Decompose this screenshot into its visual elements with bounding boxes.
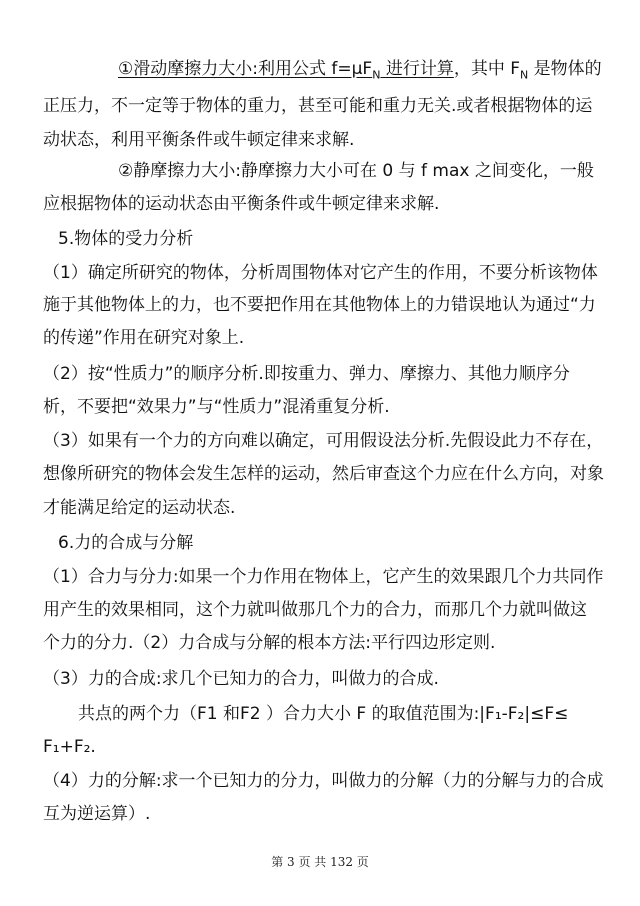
line-5: 应根据物体的运动状态由平衡条件或牛顿定律来求解.: [43, 194, 440, 214]
line-14: 才能满足给定的运动状态.: [43, 498, 236, 518]
line-2: 正压力，不一定等于物体的重力，甚至可能和重力无关.或者根据物体的运: [43, 96, 593, 116]
line-7: （1）确定所研究的物体，分析周围物体对它产生的作用，不要分析该物体: [43, 263, 598, 283]
line-23: 互为逆运算）.: [43, 804, 151, 824]
line-12: （3）如果有一个力的方向难以确定，可用假设法分析.先假设此力不存在，: [43, 431, 604, 451]
line-9: 的传递”作用在研究对象上.: [43, 328, 245, 348]
section-heading-5: 5.物体的受力分析: [58, 229, 194, 249]
line-8: 施于其他物体上的力，也不要把作用在其他物体上的力错误地认为通过“力: [43, 295, 596, 315]
line-22: （4）力的分解:求一个已知力的分力，叫做力的分解（力的分解与力的合成: [43, 771, 604, 791]
line-1-underlined: ①滑动摩擦力大小:利用公式 $f=\mu F_N$ 进行计算: [118, 59, 454, 82]
line-1: ①滑动摩擦力大小:利用公式 $f=\mu F_N$ 进行计算，其中 $F_N$ 是物体的: [118, 59, 602, 82]
page-footer: 第 3 页 共 132 页: [271, 855, 369, 869]
line-4: ②静摩擦力大小:静摩擦力大小可在 0 与 f max 之间变化，一般: [118, 161, 594, 181]
line-10: （2）按“性质力”的顺序分析.即按重力、弹力、摩擦力、其他力顺序分: [43, 364, 570, 384]
line-20: 共点的两个力（F1 和F2 ）合力大小 F 的取值范围为:|F₁-F₂|≤F≤: [78, 704, 569, 724]
line-13: 想像所研究的物体会发生怎样的运动，然后审查这个力应在什么方向，对象: [43, 464, 604, 484]
line-19: （3）力的合成:求几个已知力的合力，叫做力的合成.: [43, 669, 439, 689]
section-heading-6: 6.力的合成与分解: [58, 533, 194, 553]
line-16: （1）合力与分力:如果一个力作用在物体上，它产生的效果跟几个力共同作: [43, 567, 604, 587]
line-11: 析，不要把“效果力”与“性质力”混淆重复分析.: [43, 397, 390, 417]
line-3: 动状态，利用平衡条件或牛顿定律来求解.: [43, 130, 355, 150]
line-18: 个力的分力.（2）力合成与分解的根本方法:平行四边形定则.: [43, 633, 496, 653]
line-17: 用产生的效果相同，这个力就叫做那几个力的合力，而那几个力就叫做这: [43, 600, 587, 620]
line-21: F₁+F₂.: [43, 737, 96, 757]
